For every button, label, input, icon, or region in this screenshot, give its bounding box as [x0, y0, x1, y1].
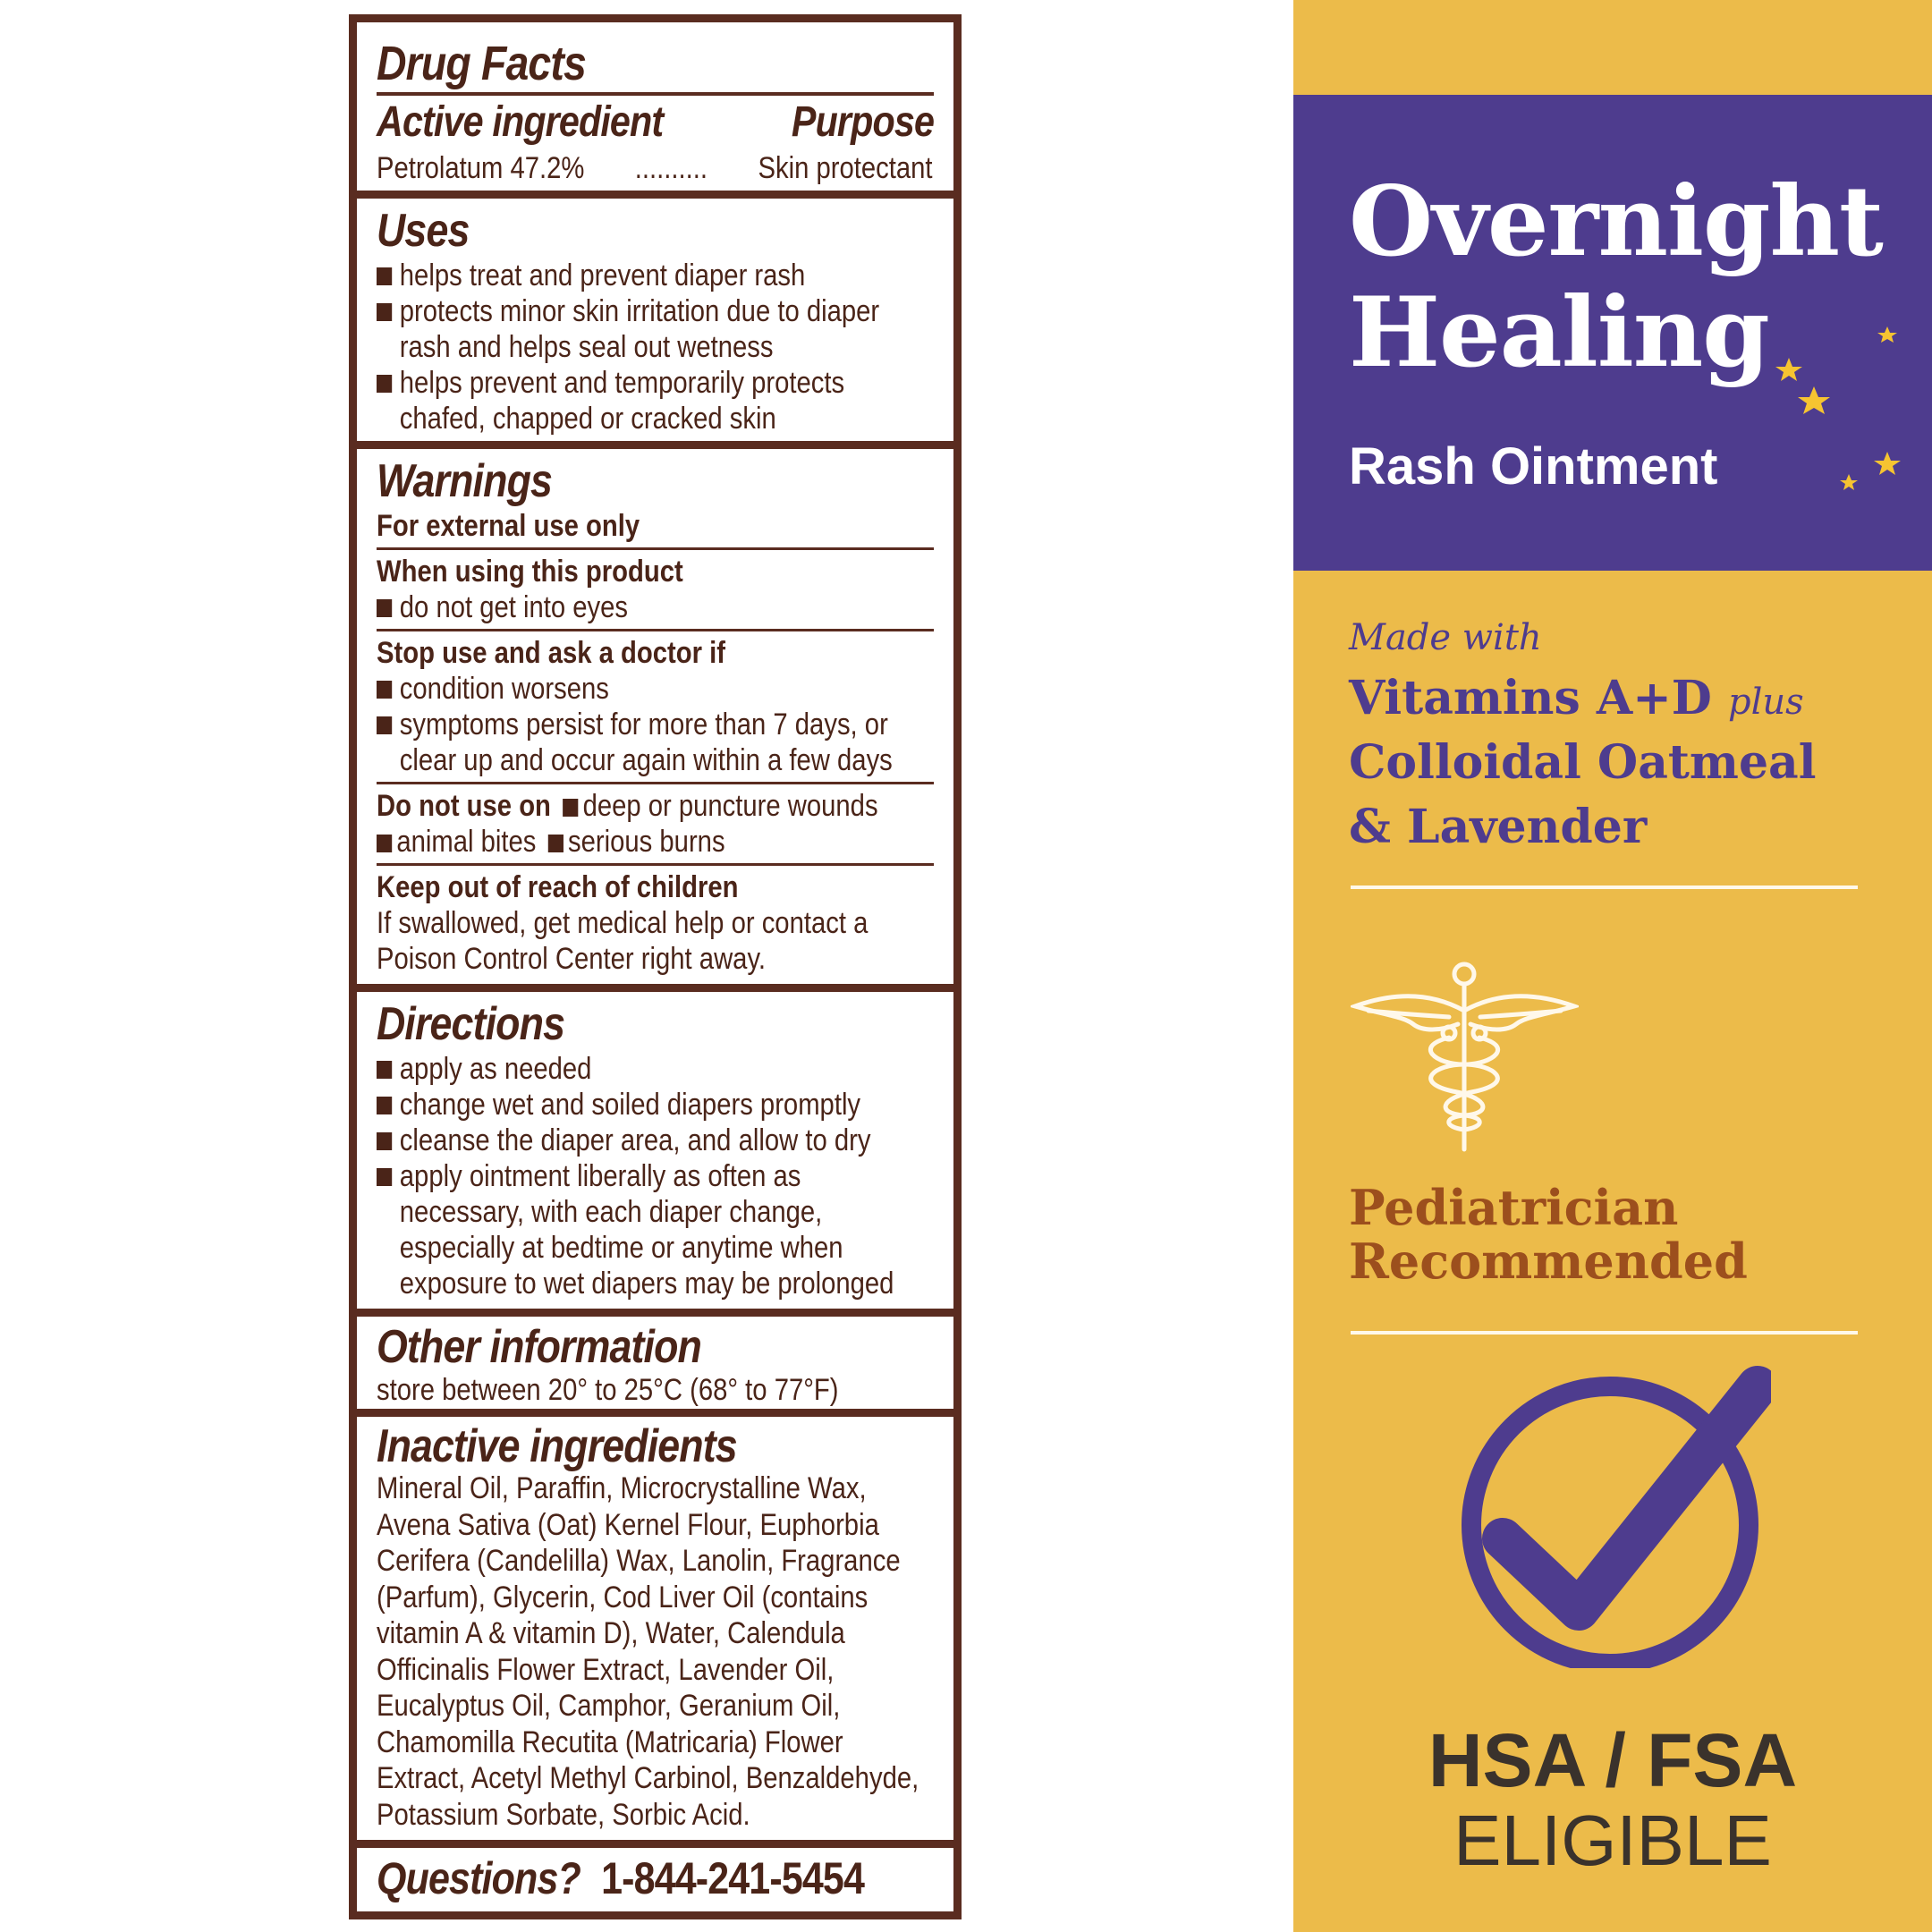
list-item: serious burns	[568, 825, 725, 859]
divider	[1351, 886, 1858, 889]
lavender-text: & Lavender	[1349, 800, 1648, 854]
list-item: apply ointment liberally as often as necessary, with each diaper change, especially at bedtime or anytime when exposure to wet diapers may be prolonged	[377, 1158, 932, 1301]
divider	[377, 863, 934, 866]
inactive-ingredients-section	[357, 1417, 953, 1848]
list-item: change wet and soiled diapers promptly	[377, 1087, 932, 1123]
do-not-use-heading: Do not use on	[377, 789, 551, 823]
active-ingredient-value: Petrolatum 47.2%	[377, 151, 585, 185]
moon-stars-icon	[1767, 318, 1910, 496]
list-item: helps treat and prevent diaper rash	[377, 258, 932, 293]
directions-section	[357, 992, 953, 1317]
divider	[1351, 1331, 1858, 1335]
uses-list	[377, 258, 932, 436]
other-info-title: Other information	[377, 1321, 702, 1373]
plus-text: plus	[1727, 682, 1804, 723]
stop-use-heading: Stop use and ask a doctor if	[377, 636, 725, 670]
eligible-text: ELIGIBLE	[1453, 1801, 1772, 1880]
list-item: condition worsens	[377, 671, 932, 707]
hsa-fsa-text: HSA / FSA	[1428, 1718, 1798, 1802]
warnings-section	[357, 449, 953, 992]
list-item: protects minor skin irritation due to diaper rash and helps seal out wetness	[377, 293, 932, 365]
drug-facts-title: Drug Facts	[377, 37, 586, 90]
divider	[377, 629, 934, 631]
warnings-title: Warnings	[377, 455, 553, 507]
external-use-text: For external use only	[377, 509, 640, 543]
inactive-ingredients-title: Inactive ingredients	[377, 1420, 737, 1472]
dot-leader: ..........	[634, 151, 708, 185]
other-info-text: store between 20° to 25°C (68° to 77°F)	[377, 1373, 839, 1407]
active-ingredient-header-row	[377, 92, 934, 149]
list-item: symptoms persist for more than 7 days, or clear up and occur again within a few days	[377, 707, 932, 778]
bullet	[548, 835, 564, 852]
pediatrician-line1: Pediatrician	[1349, 1179, 1679, 1236]
purpose-value: Skin protectant	[758, 151, 933, 185]
directions-list	[377, 1051, 932, 1301]
checkmark-circle-icon	[1449, 1364, 1771, 1668]
bullet	[377, 835, 392, 852]
oatmeal-text: Colloidal Oatmeal	[1349, 735, 1817, 790]
vitamins-line	[1349, 671, 1804, 725]
stop-use-list	[377, 671, 932, 778]
list-item: do not get into eyes	[377, 589, 856, 625]
questions-phone: 1-844-241-5454	[601, 1853, 865, 1903]
bullet	[563, 799, 578, 817]
product-title-line2: Healing	[1349, 276, 1769, 389]
questions-line	[377, 1852, 865, 1905]
drug-facts-panel	[349, 14, 962, 1919]
product-subtitle: Rash Ointment	[1349, 437, 1718, 496]
list-item: helps prevent and temporarily protects chafed, chapped or cracked skin	[377, 365, 932, 436]
active-ingredient-heading: Active ingredient	[377, 98, 664, 146]
caduceus-icon	[1351, 962, 1579, 1154]
do-not-use-block	[377, 788, 932, 860]
questions-label: Questions?	[377, 1853, 580, 1903]
list-item: apply as needed	[377, 1051, 932, 1087]
uses-title: Uses	[377, 205, 470, 257]
list-item: cleanse the diaper area, and allow to dry	[377, 1123, 932, 1158]
other-info-section	[357, 1317, 953, 1417]
when-using-heading: When using this product	[377, 555, 683, 589]
purpose-heading: Purpose	[791, 98, 934, 146]
pediatrician-line2: Recommended	[1349, 1233, 1748, 1290]
active-ingredient-row	[377, 149, 932, 187]
questions-section	[357, 1848, 953, 1912]
drug-facts-header	[357, 22, 953, 199]
made-with-text: Made with	[1349, 617, 1542, 658]
inactive-ingredients-text: Mineral Oil, Paraffin, Microcrystalline Wax, Avena Sativa (Oat) Kernel Flour, Euphorbia Cerifera (Candelilla) Wax, Lanolin, Fragrance (Parfum), Glycerin, Cod Liver Oil (contains vitamin A & vitamin D), Water, Calendula Officinalis Flower Extract, Lavender Oil, Eucalyptus Oil, Camphor, Geranium Oil, Chamomilla Recutita (Matricaria) Flower Extract, Acetyl Methyl Carbinol, Benzaldehyde, Potassium Sorbate, Sorbic Acid.	[377, 1471, 919, 1832]
divider	[377, 782, 934, 784]
list-item: animal bites	[396, 825, 537, 859]
keep-out-heading: Keep out of reach of children	[377, 870, 739, 904]
list-item: deep or puncture wounds	[582, 789, 878, 823]
uses-section	[357, 199, 953, 449]
when-using-list	[377, 589, 856, 625]
vitamins-text: Vitamins A+D	[1349, 671, 1712, 725]
divider	[377, 547, 934, 550]
keep-out-text: If swallowed, get medical help or contact a Poison Control Center right away.	[377, 906, 869, 976]
directions-title: Directions	[377, 998, 565, 1050]
product-title-line1: Overnight	[1349, 165, 1883, 278]
